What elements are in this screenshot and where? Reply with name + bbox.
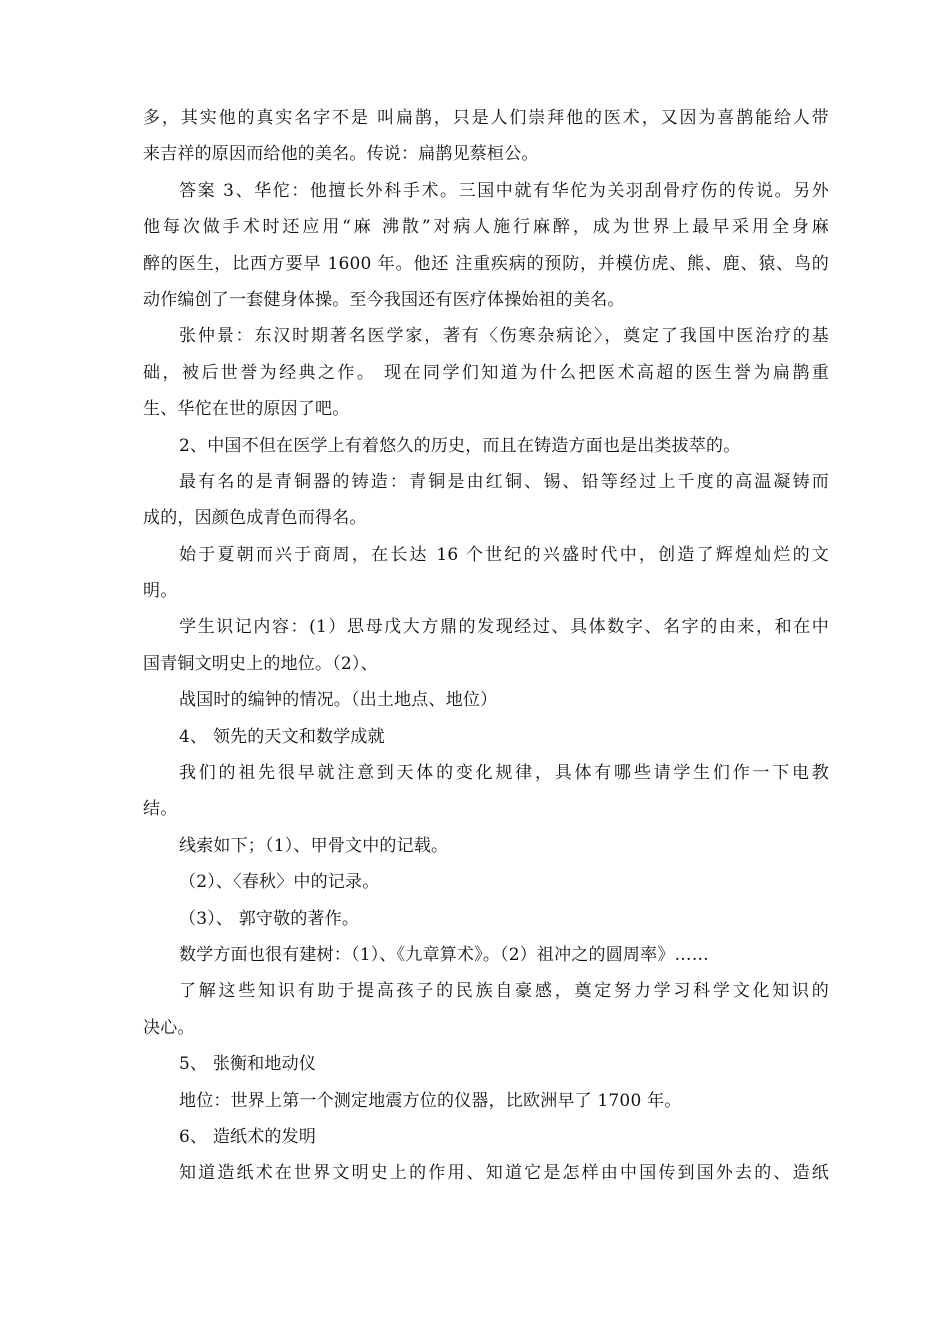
section-heading: 4、 领先的天文和数学成就	[179, 726, 385, 747]
text-line: 决心。	[143, 1017, 195, 1038]
text-line: 我们的祖先很早就注意到天体的变化规律，具体有哪些请学生们作一下电教	[179, 763, 829, 784]
text-line: 战国时的编钟的情况。（出土地点、地位）	[179, 690, 498, 711]
text-line: 最有名的是青铜器的铸造：青铜是由红铜、锡、铅等经过上千度的高温凝铸而	[179, 471, 829, 492]
text-line: 明。	[143, 581, 178, 602]
section-heading: 6、 造纸术的发明	[179, 1126, 317, 1147]
text-line: 来吉祥的原因而给他的美名。传说：扁鹊见蔡桓公。	[143, 144, 539, 165]
text-line: 知道造纸术在世界文明史上的作用、知道它是怎样由中国传到国外去的、造纸	[179, 1163, 829, 1184]
text-line: 多，其实他的真实名字不是 叫扁鹊，只是人们崇拜他的医术，又因为喜鹊能给人带	[143, 108, 829, 128]
text-line: 数学方面也很有建树：（1）、《九章算术》。（2）祖冲之的圆周率》……	[179, 944, 709, 965]
text-line: 地位：世界上第一个测定地震方位的仪器，比欧洲早了 1700 年。	[179, 1090, 682, 1111]
text-line: 醉的医生，比西方要早 1600 年。他还 注重疾病的预防，并模仿虎、熊、鹿、猿、鸟的	[143, 253, 829, 274]
section-heading: 5、 张衡和地动仪	[179, 1054, 317, 1075]
text-line: 生、华佗在世的原因了吧。	[143, 399, 350, 420]
text-line: 答案 3、华佗：他擅长外科手术。三国中就有华佗为关羽刮骨疗伤的传说。另外	[179, 180, 829, 201]
text-line: （2）、〈春秋〉中的记录。	[179, 872, 380, 893]
text-line: 成的，因颜色成青色而得名。	[143, 508, 367, 529]
text-line: 线索如下；（1）、甲骨文中的记载。	[179, 835, 449, 856]
text-line: （3）、 郭守敬的著作。	[179, 908, 360, 929]
text-line: 结。	[143, 799, 178, 820]
text-line: 国青铜文明史上的地位。（2）、	[143, 653, 378, 674]
text-line: 动作编创了一套健身体操。至今我国还有医疗体操始祖的美名。	[143, 289, 625, 310]
text-line: 了解这些知识有助于提高孩子的民族自豪感，奠定努力学习科学文化知识的	[179, 981, 829, 1002]
document-body	[143, 100, 829, 1192]
text-line: 2、中国不但在医学上有着悠久的历史，而且在铸造方面也是出类拔萃的。	[179, 435, 741, 456]
text-line: 始于夏朝而兴于商周，在长达 16 个世纪的兴盛时代中，创造了辉煌灿烂的文	[179, 544, 829, 565]
text-line: 张仲景：东汉时期著名医学家，著有〈伤寒杂病论〉，奠定了我国中医治疗的基	[179, 326, 829, 347]
text-line: 学生识记内容：(1）思母戊大方鼎的发现经过、具体数字、名字的由来，和在中	[179, 617, 829, 638]
text-line: 他每次做手术时还应用“麻 沸散”对病人施行麻醉，成为世界上最早采用全身麻	[143, 217, 829, 238]
text-line: 础，被后世誉为经典之作。 现在同学们知道为什么把医术高超的医生誉为扁鹊重	[143, 362, 829, 383]
